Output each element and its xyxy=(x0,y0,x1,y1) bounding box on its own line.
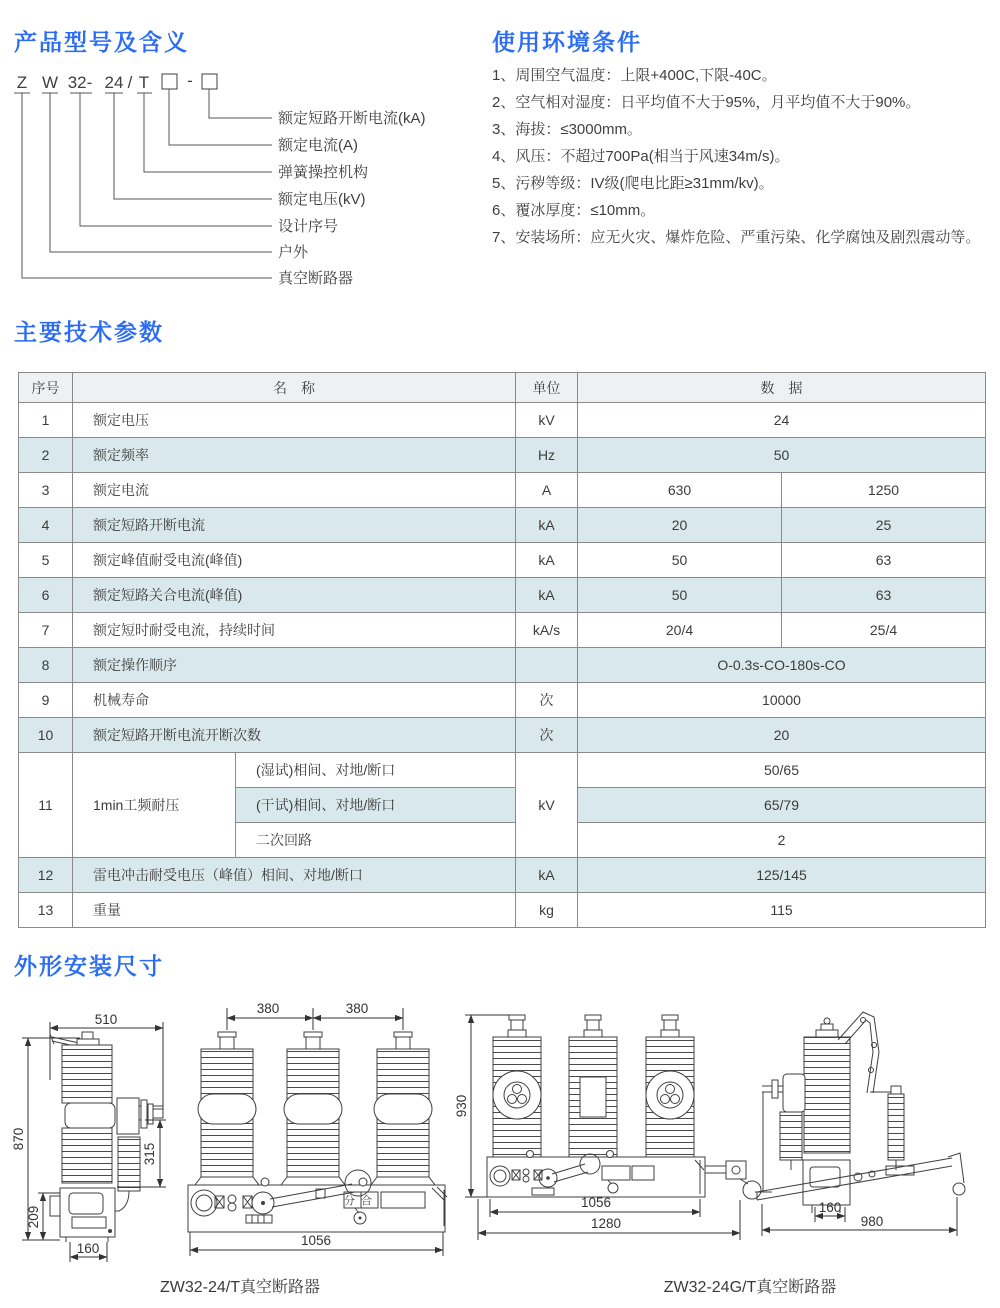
model-label-spring-mechanism: 弹簧操控机构 xyxy=(278,164,369,181)
side-attachment xyxy=(117,1098,139,1134)
environment-conditions-list xyxy=(492,62,997,251)
model-code-voltage: 24 xyxy=(104,73,124,92)
cell-data: 115 xyxy=(578,893,986,928)
cell-no: 2 xyxy=(19,438,73,473)
table-row xyxy=(19,613,986,648)
cell-unit: kA/s xyxy=(516,613,578,648)
cell-data-2: 63 xyxy=(782,578,986,613)
pole-column-ct xyxy=(487,1015,547,1165)
svg-text:209: 209 xyxy=(26,1205,41,1229)
dim-1056-24t xyxy=(190,1233,443,1256)
cell-no: 13 xyxy=(19,893,73,928)
cell-unit: kg xyxy=(516,893,578,928)
cell-data-1: 20 xyxy=(578,508,782,543)
table-row xyxy=(19,578,986,613)
pole-column-mid xyxy=(563,1015,623,1165)
model-code xyxy=(14,71,217,93)
cell-unit: kA xyxy=(516,578,578,613)
section-title-dimensions: 外形安装尺寸 xyxy=(14,953,164,979)
cell-data: O-0.3s-CO-180s-CO xyxy=(578,648,986,683)
cell-data: 20 xyxy=(578,718,986,753)
pole-column xyxy=(371,1032,435,1185)
caption-24t: ZW32-24/T真空断路器 xyxy=(159,1279,321,1296)
cell-no: 1 xyxy=(19,403,73,438)
cell-no: 9 xyxy=(19,683,73,718)
lower-bushing-fins xyxy=(118,1137,140,1191)
cell-data: 24 xyxy=(578,403,986,438)
model-label-rated-current: 额定电流(A) xyxy=(278,137,358,154)
insulator-fins-lower xyxy=(62,1128,112,1183)
cell-unit: A xyxy=(516,473,578,508)
cell-name: 机械寿命 xyxy=(73,683,516,718)
svg-text:510: 510 xyxy=(94,1012,118,1027)
pole-column xyxy=(195,1032,259,1185)
model-label-rated-voltage: 额定电压(kV) xyxy=(278,191,366,208)
drawing-side-view-24gt xyxy=(755,1012,965,1236)
model-code-t: T xyxy=(138,73,150,92)
table-row xyxy=(19,753,986,788)
dim-980 xyxy=(762,1197,957,1236)
pole-column xyxy=(281,1032,345,1185)
model-label-outdoor: 户外 xyxy=(278,244,309,261)
model-designation-diagram xyxy=(10,58,470,293)
section-title-model: 产品型号及含义 xyxy=(14,29,189,55)
table-row xyxy=(19,508,986,543)
table-header-row xyxy=(19,373,986,403)
cell-name: 额定短路关合电流(峰值) xyxy=(73,578,516,613)
table-row xyxy=(19,683,986,718)
model-connector-lines xyxy=(22,89,272,278)
drawing-front-view-24gt xyxy=(454,1015,761,1240)
table-row xyxy=(19,543,986,578)
cell-data: 2 xyxy=(578,823,986,858)
cell-no: 8 xyxy=(19,648,73,683)
svg-text:870: 870 xyxy=(11,1127,26,1151)
cell-name: 额定电流 xyxy=(73,473,516,508)
table-row xyxy=(19,648,986,683)
section-title-parameters: 主要技术参数 xyxy=(14,319,164,345)
model-code-slash: / xyxy=(127,73,133,92)
cell-name: 额定操作顺序 xyxy=(73,648,516,683)
cell-data-2: 63 xyxy=(782,543,986,578)
env-item-temperature: 1、周围空气温度：上限+400C,下限-40C。 xyxy=(492,67,777,84)
main-insulator-fins xyxy=(804,1037,850,1153)
cell-name: 1min工频耐压 xyxy=(73,753,236,858)
dim-160-right xyxy=(815,1200,845,1222)
cell-name: 额定峰值耐受电流(峰值) xyxy=(73,543,516,578)
env-item-site: 7、安装场所：应无火灾、爆炸危险、严重污染、化学腐蚀及剧烈震动等。 xyxy=(492,229,981,246)
svg-text:1056: 1056 xyxy=(300,1233,332,1248)
model-code-dash: - xyxy=(187,71,193,90)
cell-no: 7 xyxy=(19,613,73,648)
cell-data: 10000 xyxy=(578,683,986,718)
dim-380-spans xyxy=(227,1001,403,1030)
env-item-altitude: 3、海拔：≤3000mm。 xyxy=(492,121,642,138)
table-row xyxy=(19,893,986,928)
col-header-data: 数 据 xyxy=(578,373,986,403)
cell-data-2: 25 xyxy=(782,508,986,543)
model-label-vacuum-breaker: 真空断路器 xyxy=(278,270,354,287)
cell-data: 125/145 xyxy=(578,858,986,893)
svg-text:315: 315 xyxy=(142,1142,157,1166)
svg-text:1056: 1056 xyxy=(580,1195,612,1210)
model-code-z: Z xyxy=(16,73,28,92)
open-close-label: 分合 xyxy=(344,1195,378,1207)
cell-name: 额定短路开断电流开断次数 xyxy=(73,718,516,753)
cell-data-1: 50 xyxy=(578,543,782,578)
env-item-humidity: 2、空气相对湿度：日平均值不大于95%，月平均值不大于90%。 xyxy=(492,94,921,111)
cell-data-2: 25/4 xyxy=(782,613,986,648)
env-item-wind: 4、风压：不超过700Pa(相当于风速34m/s)。 xyxy=(492,148,790,165)
cell-no: 4 xyxy=(19,508,73,543)
cell-unit: 次 xyxy=(516,683,578,718)
model-code-box-breaking xyxy=(202,74,217,89)
left-bushing xyxy=(762,1074,805,1170)
table-row xyxy=(19,718,986,753)
side-shaft xyxy=(139,1100,163,1128)
cell-unit: kA xyxy=(516,508,578,543)
cell-subname-secondary: 二次回路 xyxy=(236,823,516,858)
interrupter-belly xyxy=(65,1103,115,1128)
cell-name: 雷电冲击耐受电压（峰值）相间、对地/断口 xyxy=(73,858,516,893)
base-frame-g xyxy=(487,1151,705,1198)
cell-unit: kA xyxy=(516,858,578,893)
model-labels xyxy=(278,109,426,287)
cell-data: 50/65 xyxy=(578,753,986,788)
cell-data-2: 1250 xyxy=(782,473,986,508)
cell-data-1: 630 xyxy=(578,473,782,508)
col-header-no: 序号 xyxy=(19,373,73,403)
cell-no: 5 xyxy=(19,543,73,578)
cell-subname-wet: (湿试)相间、对地/断口 xyxy=(236,753,516,788)
cell-no: 6 xyxy=(19,578,73,613)
cell-name: 额定短时耐受电流，持续时间 xyxy=(73,613,516,648)
cell-name: 重量 xyxy=(73,893,516,928)
pole-stud xyxy=(821,1024,833,1030)
table-row xyxy=(19,403,986,438)
table-row xyxy=(19,438,986,473)
right-drop-insulator xyxy=(888,1086,904,1170)
dim-1056-g xyxy=(490,1195,700,1217)
cell-unit xyxy=(516,648,578,683)
model-label-breaking-current: 额定短路开断电流(kA) xyxy=(278,110,426,127)
caption-24gt: ZW32-24G/T真空断路器 xyxy=(663,1279,837,1296)
model-label-design-serial: 设计序号 xyxy=(278,218,339,235)
env-item-pollution: 5、污秽等级：IV级(爬电比距≥31mm/kv)。 xyxy=(492,175,774,192)
cell-data: 65/79 xyxy=(578,788,986,823)
col-header-unit: 单位 xyxy=(516,373,578,403)
svg-text:930: 930 xyxy=(454,1094,469,1118)
cell-name: 额定电压 xyxy=(73,403,516,438)
cell-unit: kV xyxy=(516,403,578,438)
svg-text:980: 980 xyxy=(860,1214,884,1229)
bushing-elbow xyxy=(115,1191,129,1211)
cell-unit: kV xyxy=(516,753,578,858)
drawing-front-view-24t xyxy=(188,1001,447,1256)
cell-subname-dry: (干试)相间、对地/断口 xyxy=(236,788,516,823)
cell-data: 50 xyxy=(578,438,986,473)
model-code-box-current xyxy=(162,74,177,89)
pole-knob xyxy=(824,1018,830,1024)
drawing-side-view-24t xyxy=(11,1012,166,1262)
svg-text:160: 160 xyxy=(76,1241,100,1256)
model-code-w: W xyxy=(41,73,59,92)
section-title-environment: 使用环境条件 xyxy=(492,29,642,55)
col-header-name: 名 称 xyxy=(73,373,516,403)
insulator-fins-upper xyxy=(62,1045,112,1103)
model-code-design: 32- xyxy=(67,73,93,92)
cell-no: 3 xyxy=(19,473,73,508)
cell-name: 额定短路开断电流 xyxy=(73,508,516,543)
cell-no: 10 xyxy=(19,718,73,753)
pole-cap xyxy=(816,1030,838,1037)
svg-text:160: 160 xyxy=(818,1200,842,1215)
cell-unit: 次 xyxy=(516,718,578,753)
svg-text:380: 380 xyxy=(256,1001,280,1016)
table-row xyxy=(19,858,986,893)
outline-drawings xyxy=(0,1000,1000,1272)
dim-160-left xyxy=(70,1241,107,1262)
cell-name: 额定频率 xyxy=(73,438,516,473)
cell-no: 11 xyxy=(19,753,73,858)
cell-unit: Hz xyxy=(516,438,578,473)
mechanism-box xyxy=(50,1188,115,1242)
right-coupling xyxy=(705,1161,761,1199)
table-row xyxy=(19,473,986,508)
svg-text:380: 380 xyxy=(345,1001,369,1016)
svg-text:1280: 1280 xyxy=(590,1216,622,1231)
cell-no: 12 xyxy=(19,858,73,893)
env-item-ice: 6、覆冰厚度：≤10mm。 xyxy=(492,202,656,219)
pole-column-ct xyxy=(640,1015,700,1165)
cell-data-1: 50 xyxy=(578,578,782,613)
cell-unit: kA xyxy=(516,543,578,578)
cell-data-1: 20/4 xyxy=(578,613,782,648)
parameters-table xyxy=(18,372,986,928)
